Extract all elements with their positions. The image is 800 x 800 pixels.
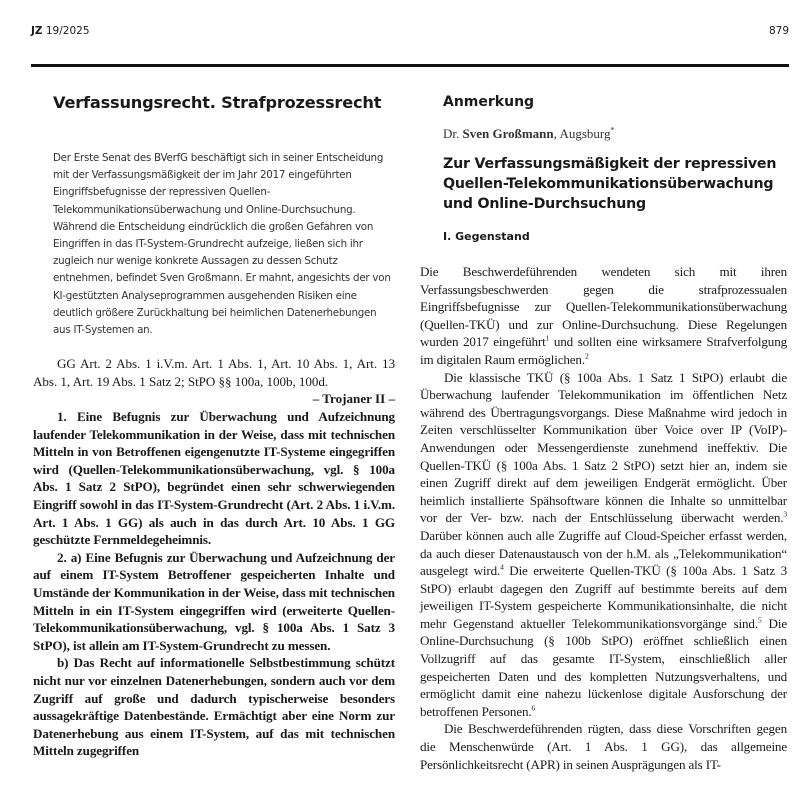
guiding-principle: 1. Eine Befugnis zur Überwachung und Aufzeichnung laufender Telekommunikation in der Weise, dass mit technischen Mitteln in von Betroffenen eigengenutzte IT-Systeme eingegriffen wird (Quellen-Telekommunikationsüberwachung, vgl. § 100a Abs. 1 Satz 2 StPO), begründet einen sehr schwerwiegenden Eingriff sowohl in das IT-System-Grundrecht (Art. 2 Abs. 1 i.V.m. Art. 1 Abs. 1 GG) als auch in das durch Art. 10 Abs. 1 GG geschützte Fernmeldegeheimnis.: [33, 409, 395, 548]
running-head: [31, 25, 789, 41]
journal-issue: [31, 25, 90, 37]
body-paragraph: Die klassische TKÜ (§ 100a Abs. 1 Satz 1 StPO) erlaubt die Überwachung laufender Telekommunikation im öffentlichen Netz während des Übertragungsvorgangs. Diese Maßnahme wird jedoch in Zeiten verschlüsselter Kommunikation über Voice over IP (VoIP)-Anwendungen oder Messengerdienste zunehmend ineffektiv. Die Quellen-TKÜ (§ 100a Abs. 1 Satz 2 StPO) setzt hier an, indem sie einen Zugriff direkt auf dem jeweiligen Endgerät ermöglicht. Über heimlich installierte Spähsoftware können die Inhalte so unmittelbar vor der Ver- bzw. nach der Entschlüsselung überwacht werden.$^3$ Darüber können auch alle Zugriffe auf Cloud-Speicher erfasst werden, da auch dieser Datenaustausch von der h.M. als „Telekommunikation“ ausgelegt wird.$^4$ Die erweiterte Quellen-TKÜ (§ 100a Abs. 1 Satz 3 StPO) erlaubt dagegen den Zugriff auf bestimmte bereits auf dem jeweiligen IT-System gespeicherte Kommunikationsinhalte, die nicht mehr Gegenstand aktueller Telekommunikationsvorgänge sind.$^5$ Die Online-Durchsuchung (§ 100b StPO) eröffnet schließlich einen Vollzugriff auf das gesamte IT-System, einschließlich aller gespeicherten Daten und des kompletten Nutzungsverhaltens, und ermöglicht damit eine nahezu lückenlose digitale Ausforschung der betroffenen Personen.$^6$: [420, 369, 787, 719]
author-prefix: Dr.: [443, 126, 460, 141]
norms-citation: GG Art. 2 Abs. 1 i.V.m. Art. 1 Abs. 1, Art. 10 Abs. 1, Art. 13 Abs. 1, Art. 19 Abs. 1 Satz 2; StPO §§ 100a, 100b, 100d.: [33, 356, 395, 389]
footnote-ref[interactable]: 4: [500, 562, 504, 572]
author-line: [443, 126, 787, 142]
journal-abbr: JZ: [31, 25, 43, 37]
left-column: [33, 92, 395, 760]
footnote-ref[interactable]: 5: [757, 615, 762, 625]
footnote-ref[interactable]: 1: [545, 334, 550, 344]
article-body: [420, 263, 787, 773]
article-title: Zur Verfassungsmäßigkeit der repressiven Quellen-Telekommunikationsüberwachung und Online-Durchsuchung: [443, 156, 777, 212]
guiding-principle: b) Das Recht auf informationelle Selbstbestimmung schützt nicht nur vor einzelnen Datenerhebungen, sondern auch vor dem Zugriff auf große und dadurch typischerweise besonders aussagekräftige Datenbestände. Ermächtigt aber eine Norm zur Datenerhebung aus einem IT-System, auf das mit technischen Mitteln zugegriffen: [33, 655, 395, 759]
author-footnote-mark[interactable]: *: [610, 125, 615, 135]
issue-number: 19/2025: [45, 25, 90, 37]
subheading: I. Gegenstand: [443, 230, 530, 243]
page-number: 879: [768, 25, 789, 37]
footnote-ref[interactable]: 2: [584, 351, 589, 361]
guiding-principle: 2. a) Eine Befugnis zur Überwachung und Aufzeichnung der auf einem IT-System Betroffener gespeicherten Inhalte und Umstände der Kommunikation in der Weise, dass mit technischen Mitteln in ein IT-System eingegriffen wird (erweiterte Quellen-Telekommunikationsüberwachung, vgl. § 100a Abs. 1 Satz 3 StPO), ist allein am IT-System-Grundrecht zu messen.: [33, 549, 395, 653]
header-rule: [31, 64, 789, 67]
abstract: Der Erste Senat des BVerfG beschäftigt sich in seiner Entscheidung mit der Verfassungsmäßigkeit der im Jahr 2017 eingeführten Eingriffsbefugnisse der repressiven Quellen-Telekommunikationsüberwachung und Online-Durchsuchung. Während die Entscheidung eindrücklich die großen Gefahren von Eingriffen in das IT-System-Grundrecht aufzeige, ließen sich ihr zugleich nur wenige konkrete Aussagen zu dessen Schutz entnehmen, befindet Sven Großmann. Er mahnt, angesichts der von KI-gestützten Analyseprogrammen ausgehenden Risiken eine deutlich größere Zurückhaltung bei heimlichen Datenerhebungen aus IT-Systemen an.: [53, 152, 391, 337]
footnote-ref[interactable]: 3: [783, 509, 787, 519]
body-paragraph: Die Beschwerdeführenden rügten, dass diese Vorschriften gegen die Menschenwürde (Art. 1 Abs. 1 GG), das allgemeine Persönlichkeitsrecht (APR) in seinen Ausprägungen als IT-: [420, 721, 787, 772]
guiding-principles: [33, 408, 395, 760]
author-location: , Augsburg: [553, 126, 611, 141]
right-column: [420, 92, 787, 773]
annotation-heading: Anmerkung: [443, 94, 535, 110]
case-name: – Trojaner II –: [312, 391, 395, 407]
author-name: Sven Großmann: [462, 126, 554, 141]
section-title: Verfassungsrecht. Strafprozessrecht: [53, 93, 382, 112]
footnote-ref[interactable]: 6: [531, 703, 536, 713]
body-paragraph: Die Beschwerdeführenden wendeten sich mit ihren Verfassungsbeschwerden gegen die strafprozessualen Eingriffsbefugnisse zur Quellen-Telekommunikationsüberwachung (Quellen-TKÜ) und zur Online-Durchsuchung. Diese Regelungen wurden 2017 eingeführt$^1$ und sollten eine wirksamere Strafverfolgung im digitalen Raum ermöglichen.$^2$: [420, 264, 787, 367]
